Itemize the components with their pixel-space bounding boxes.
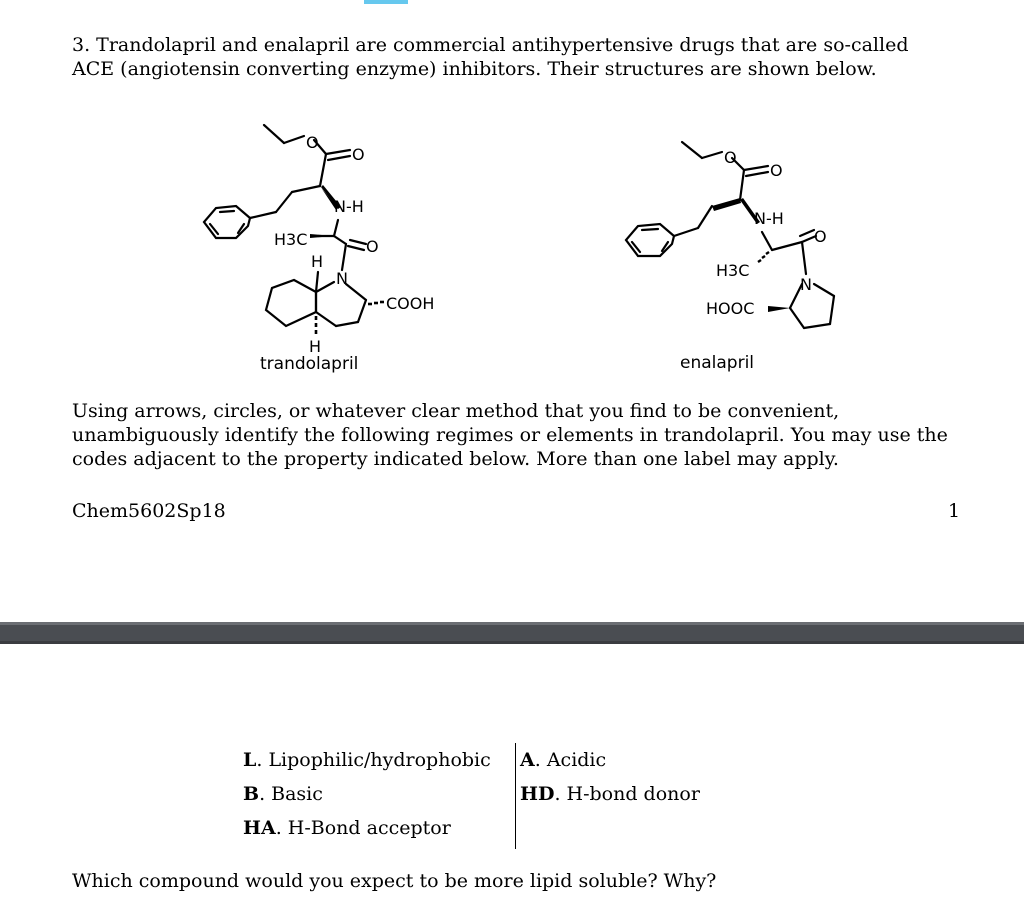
- document-page-2: [0, 644, 1024, 907]
- trandolapril-label: trandolapril: [260, 354, 359, 374]
- enalapril-ring-nitrogen: N: [800, 275, 812, 294]
- legend-left-column: [243, 743, 491, 845]
- trandolapril-ester-oxygen: O: [306, 133, 319, 152]
- question-text: 3. Trandolapril and enalapril are commercial antihypertensive drugs that are so-called ACE (angiotensin converting enzyme) inhibitors. Their structures are shown below.: [72, 34, 909, 80]
- trandolapril-cooh: COOH: [386, 294, 435, 313]
- page-top-marker: [364, 0, 408, 4]
- enalapril-nh: N-H: [754, 209, 784, 228]
- legend-divider: [515, 743, 516, 849]
- final-question: Which compound would you expect to be more lipid soluble? Why?: [72, 870, 717, 892]
- trandolapril-nh: N-H: [334, 197, 364, 216]
- trandolapril-ring-nitrogen: N: [336, 269, 348, 288]
- enalapril-carbonyl-oxygen: O: [770, 161, 783, 180]
- trandolapril-h-bottom: H: [309, 337, 322, 356]
- footer-page-number: 1: [948, 500, 961, 522]
- legend-item-lipophilic: L. Lipophilic/hydrophobic: [243, 749, 491, 771]
- legend-item-hbond-donor: HD. H-bond donor: [520, 783, 700, 805]
- enalapril-ester-oxygen: O: [724, 148, 737, 167]
- legend-item-hbond-acceptor: HA. H-Bond acceptor: [243, 817, 451, 839]
- trandolapril-methyl: H3C: [274, 230, 308, 249]
- trandolapril-structure: [190, 112, 460, 374]
- trandolapril-h-top: H: [311, 252, 324, 271]
- instructions-text: Using arrows, circles, or whatever clear method that you find to be convenient, unambiguously identify the following regimes or elements in trandolapril. You may use the codes adjacent to the property indicated below. More than one label may apply.: [72, 400, 948, 470]
- trandolapril-amide-oxygen: O: [366, 237, 379, 256]
- page-separator: [0, 622, 1024, 644]
- legend-item-basic: B. Basic: [243, 783, 323, 805]
- footer-course-code: Chem5602Sp18: [72, 500, 226, 522]
- trandolapril-carbonyl-oxygen: O: [352, 145, 365, 164]
- legend-item-acidic: A. Acidic: [520, 749, 607, 771]
- enalapril-amide-oxygen: O: [814, 227, 827, 246]
- enalapril-structure: [608, 132, 858, 374]
- enalapril-methyl: H3C: [716, 261, 750, 280]
- legend-right-column: [520, 743, 700, 811]
- enalapril-label: enalapril: [680, 353, 755, 373]
- enalapril-hooc: HOOC: [706, 299, 755, 318]
